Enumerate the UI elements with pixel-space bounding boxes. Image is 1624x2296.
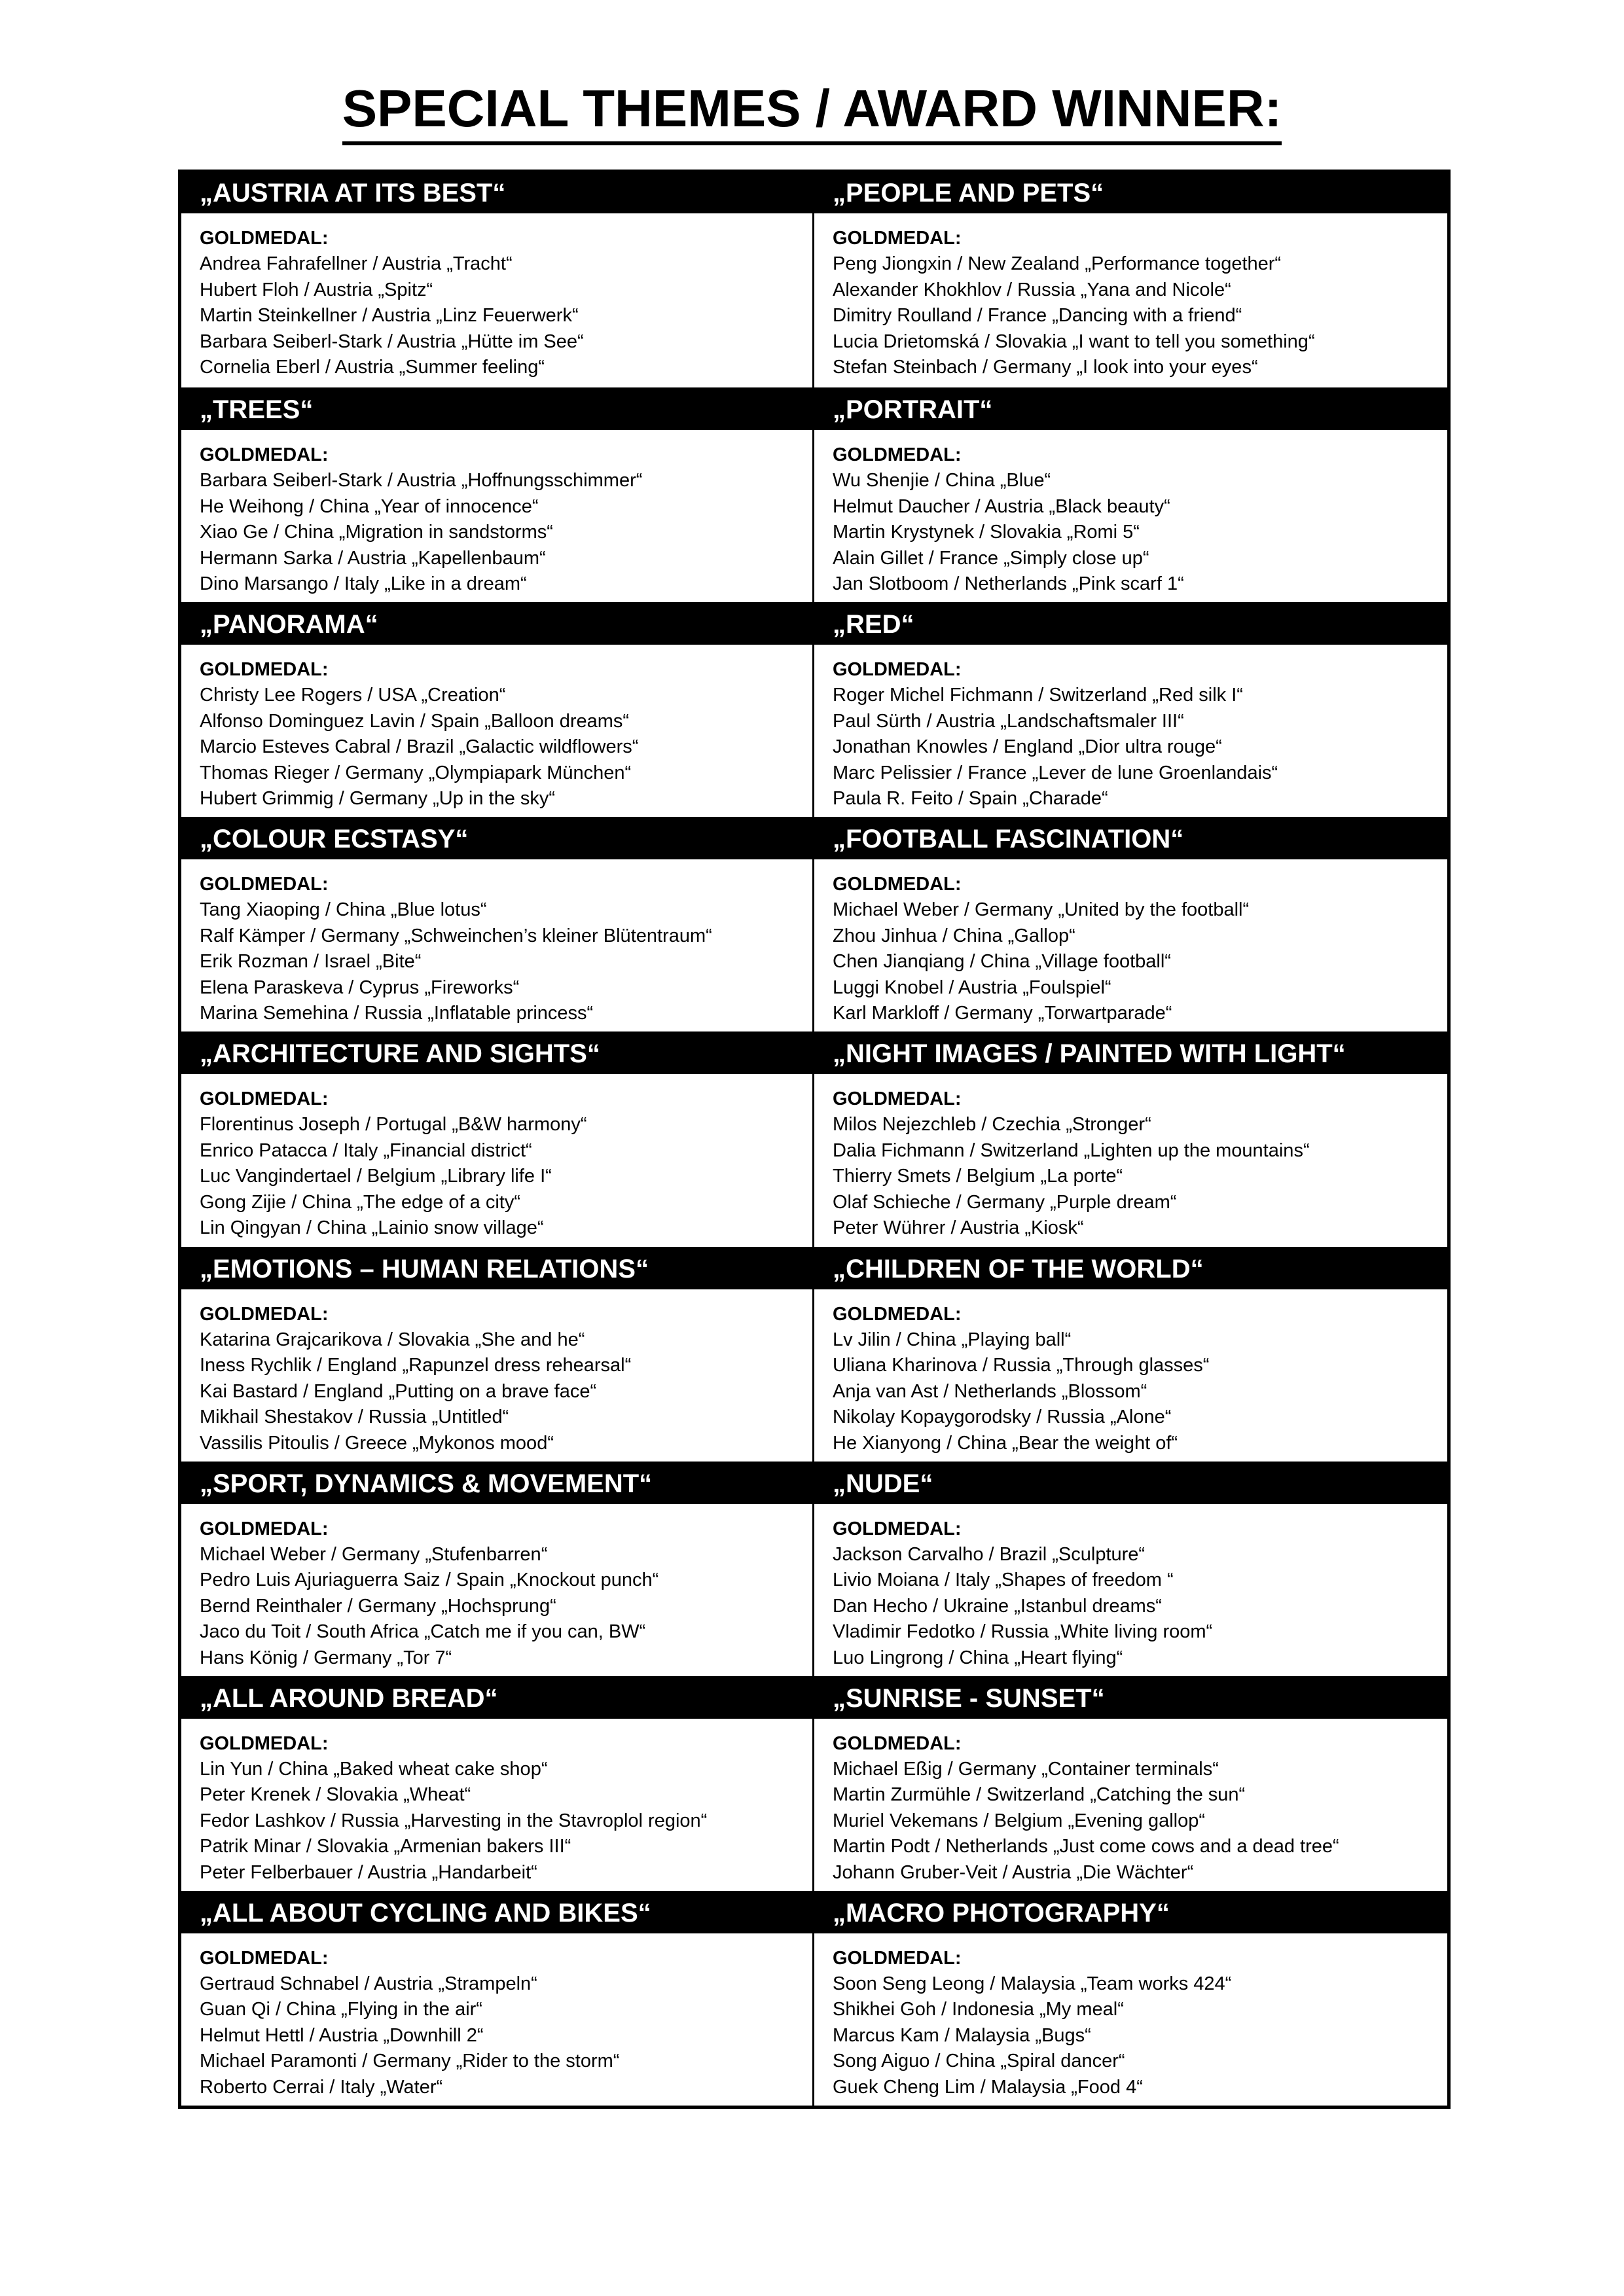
winner-entry: Martin Steinkellner / Austria „Linz Feuerwerk“ bbox=[200, 305, 579, 326]
winner-entry: Thierry Smets / Belgium „La porte“ bbox=[833, 1166, 1123, 1187]
winner-entry: Livio Moiana / Italy „Shapes of freedom “ bbox=[833, 1570, 1174, 1591]
winner-entry: Olaf Schieche / Germany „Purple dream“ bbox=[833, 1191, 1177, 1213]
winner-entry: Lv Jilin / China „Playing ball“ bbox=[833, 1329, 1072, 1350]
theme-cell bbox=[181, 1891, 814, 2106]
theme-body bbox=[814, 1504, 1447, 1672]
theme-body bbox=[814, 1933, 1447, 2101]
winner-entry: Paula R. Feito / Spain „Charade“ bbox=[833, 788, 1108, 810]
winner-entry: Marcus Kam / Malaysia „Bugs“ bbox=[833, 2024, 1091, 2046]
winner-entry: Jackson Carvalho / Brazil „Sculpture“ bbox=[833, 1543, 1146, 1565]
theme-body bbox=[181, 1933, 812, 2101]
winner-entry: Nikolay Kopaygorodsky / Russia „Alone“ bbox=[833, 1407, 1172, 1428]
winner-entry: Hans König / Germany „Tor 7“ bbox=[200, 1647, 452, 1668]
winner-list bbox=[833, 1327, 1447, 1457]
theme-title: „AUSTRIA AT ITS BEST“ bbox=[181, 173, 812, 213]
winner-entry: Kai Bastard / England „Putting on a brave face“ bbox=[200, 1380, 597, 1402]
winner-entry: Hubert Grimmig / Germany „Up in the sky“ bbox=[200, 788, 556, 810]
winner-entry: Michael Weber / Germany „Stufenbarren“ bbox=[200, 1543, 548, 1565]
winner-entry: Martin Krystynek / Slovakia „Romi 5“ bbox=[833, 522, 1140, 543]
theme-cell bbox=[814, 1676, 1447, 1891]
medal-label: GOLDMEDAL: bbox=[200, 444, 329, 466]
winner-entry: Uliana Kharinova / Russia „Through glasses“ bbox=[833, 1355, 1210, 1376]
winner-entry: Helmut Hettl / Austria „Downhill 2“ bbox=[200, 2024, 484, 2046]
medal-label: GOLDMEDAL: bbox=[200, 1947, 329, 1969]
theme-cell bbox=[181, 1031, 814, 1246]
winner-entry: Soon Seng Leong / Malaysia „Team works 424“ bbox=[833, 1973, 1232, 1994]
medal-label: GOLDMEDAL: bbox=[200, 1088, 329, 1110]
winner-list bbox=[200, 1542, 812, 1672]
theme-title: „NUDE“ bbox=[814, 1463, 1447, 1504]
theme-body bbox=[814, 430, 1447, 598]
theme-body bbox=[814, 859, 1447, 1027]
theme-cell bbox=[814, 1031, 1447, 1246]
winner-entry: Barbara Seiberl-Stark / Austria „Hütte im See“ bbox=[200, 331, 584, 352]
winner-list bbox=[200, 251, 812, 381]
winner-entry: Gertraud Schnabel / Austria „Strampeln“ bbox=[200, 1973, 537, 1994]
theme-cell bbox=[181, 817, 814, 1031]
winner-entry: Enrico Patacca / Italy „Financial district“ bbox=[200, 1139, 532, 1161]
theme-title: „FOOTBALL FASCINATION“ bbox=[814, 819, 1447, 859]
winner-entry: Anja van Ast / Netherlands „Blossom“ bbox=[833, 1380, 1147, 1402]
winner-entry: Dino Marsango / Italy „Like in a dream“ bbox=[200, 573, 527, 595]
winner-entry: Alfonso Dominguez Lavin / Spain „Balloon dreams“ bbox=[200, 710, 630, 732]
winner-list bbox=[200, 1971, 812, 2101]
winner-entry: Michael Paramonti / Germany „Rider to the storm“ bbox=[200, 2051, 620, 2072]
winner-entry: Song Aiguo / China „Spiral dancer“ bbox=[833, 2051, 1125, 2072]
winner-entry: Dan Hecho / Ukraine „Istanbul dreams“ bbox=[833, 1595, 1162, 1617]
winner-entry: Thomas Rieger / Germany „Olympiapark München“ bbox=[200, 762, 632, 783]
winner-entry: Elena Paraskeva / Cyprus „Fireworks“ bbox=[200, 977, 520, 998]
winner-list bbox=[833, 468, 1447, 598]
medal-label: GOLDMEDAL: bbox=[200, 1732, 329, 1754]
winner-entry: Hermann Sarka / Austria „Kapellenbaum“ bbox=[200, 547, 546, 569]
medal-label: GOLDMEDAL: bbox=[833, 228, 962, 249]
winner-list bbox=[833, 1971, 1447, 2101]
theme-body bbox=[814, 1289, 1447, 1457]
medal-label: GOLDMEDAL: bbox=[200, 1518, 329, 1539]
theme-cell bbox=[814, 1462, 1447, 1676]
winner-entry: Fedor Lashkov / Russia „Harvesting in the Stavroplol region“ bbox=[200, 1810, 708, 1831]
medal-label: GOLDMEDAL: bbox=[833, 1518, 962, 1539]
winner-entry: Dalia Fichmann / Switzerland „Lighten up the mountains“ bbox=[833, 1139, 1310, 1161]
winner-list bbox=[200, 468, 812, 598]
theme-cell bbox=[181, 1462, 814, 1676]
winner-entry: Shikhei Goh / Indonesia „My meal“ bbox=[833, 1999, 1124, 2020]
winner-entry: Guek Cheng Lim / Malaysia „Food 4“ bbox=[833, 2076, 1143, 2098]
winner-list bbox=[200, 1327, 812, 1457]
winner-entry: Helmut Daucher / Austria „Black beauty“ bbox=[833, 495, 1170, 517]
winner-list bbox=[833, 251, 1447, 381]
winner-entry: Alain Gillet / France „Simply close up“ bbox=[833, 547, 1149, 569]
winner-entry: Wu Shenjie / China „Blue“ bbox=[833, 470, 1051, 492]
winner-entry: Zhou Jinhua / China „Gallop“ bbox=[833, 925, 1075, 946]
winner-entry: Johann Gruber-Veit / Austria „Die Wächter“ bbox=[833, 1861, 1194, 1883]
winner-entry: Michael Weber / Germany „United by the football“ bbox=[833, 899, 1250, 921]
winner-entry: Xiao Ge / China „Migration in sandstorms“ bbox=[200, 522, 553, 543]
winner-entry: Vassilis Pitoulis / Greece „Mykonos mood“ bbox=[200, 1432, 554, 1454]
winner-entry: Michael Eßig / Germany „Container terminals“ bbox=[833, 1758, 1219, 1780]
medal-label: GOLDMEDAL: bbox=[833, 1947, 962, 1969]
winner-entry: Peter Krenek / Slovakia „Wheat“ bbox=[200, 1784, 471, 1806]
winner-entry: Chen Jianqiang / China „Village football“ bbox=[833, 951, 1171, 973]
winner-entry: Bernd Reinthaler / Germany „Hochsprung“ bbox=[200, 1595, 556, 1617]
winner-entry: Jan Slotboom / Netherlands „Pink scarf 1“ bbox=[833, 573, 1184, 595]
winner-entry: Vladimir Fedotko / Russia „White living room“ bbox=[833, 1621, 1213, 1643]
winner-list bbox=[200, 897, 812, 1027]
theme-body bbox=[814, 1719, 1447, 1886]
winner-entry: Katarina Grajcarikova / Slovakia „She and he“ bbox=[200, 1329, 585, 1350]
winner-entry: Luo Lingrong / China „Heart flying“ bbox=[833, 1647, 1123, 1668]
theme-body bbox=[181, 859, 812, 1027]
medal-label: GOLDMEDAL: bbox=[200, 228, 329, 249]
winner-entry: Patrik Minar / Slovakia „Armenian bakers III“ bbox=[200, 1836, 571, 1857]
page-title bbox=[0, 77, 1624, 145]
winner-entry: Stefan Steinbach / Germany „I look into your eyes“ bbox=[833, 357, 1258, 378]
winner-entry: Peter Wührer / Austria „Kiosk“ bbox=[833, 1217, 1084, 1239]
theme-title: „ARCHITECTURE AND SIGHTS“ bbox=[181, 1033, 812, 1074]
winner-entry: Cornelia Eberl / Austria „Summer feeling“ bbox=[200, 357, 545, 378]
theme-body bbox=[181, 213, 812, 381]
medal-label: GOLDMEDAL: bbox=[833, 874, 962, 895]
winner-entry: Martin Podt / Netherlands „Just come cows and a dead tree“ bbox=[833, 1836, 1339, 1857]
theme-cell bbox=[181, 173, 814, 387]
theme-cell bbox=[181, 387, 814, 602]
winner-entry: He Xianyong / China „Bear the weight of“ bbox=[833, 1432, 1178, 1454]
winner-entry: He Weihong / China „Year of innocence“ bbox=[200, 495, 539, 517]
theme-cell bbox=[181, 602, 814, 817]
winner-entry: Tang Xiaoping / China „Blue lotus“ bbox=[200, 899, 487, 921]
theme-cell bbox=[814, 387, 1447, 602]
theme-title: „PORTRAIT“ bbox=[814, 389, 1447, 430]
award-table bbox=[178, 170, 1451, 2109]
medal-label: GOLDMEDAL: bbox=[200, 874, 329, 895]
theme-body bbox=[814, 213, 1447, 381]
winner-list bbox=[833, 897, 1447, 1027]
winner-list bbox=[200, 683, 812, 812]
theme-body bbox=[814, 645, 1447, 812]
theme-title: „CHILDREN OF THE WORLD“ bbox=[814, 1249, 1447, 1289]
theme-title: „SUNRISE - SUNSET“ bbox=[814, 1678, 1447, 1719]
winner-entry: Jonathan Knowles / England „Dior ultra rouge“ bbox=[833, 736, 1222, 758]
theme-body bbox=[181, 1719, 812, 1886]
winner-entry: Peter Felberbauer / Austria „Handarbeit“ bbox=[200, 1861, 537, 1883]
winner-entry: Florentinus Joseph / Portugal „B&W harmony“ bbox=[200, 1114, 587, 1136]
theme-title: „MACRO PHOTOGRAPHY“ bbox=[814, 1893, 1447, 1933]
winner-entry: Martin Zurmühle / Switzerland „Catching the sun“ bbox=[833, 1784, 1246, 1806]
winner-entry: Andrea Fahrafellner / Austria „Tracht“ bbox=[200, 253, 513, 274]
theme-title: „PEOPLE AND PETS“ bbox=[814, 173, 1447, 213]
medal-label: GOLDMEDAL: bbox=[833, 1088, 962, 1110]
theme-title: „TREES“ bbox=[181, 389, 812, 430]
theme-body bbox=[181, 1504, 812, 1672]
theme-cell bbox=[814, 817, 1447, 1031]
theme-title: „ALL AROUND BREAD“ bbox=[181, 1678, 812, 1719]
winner-entry: Iness Rychlik / England „Rapunzel dress rehearsal“ bbox=[200, 1355, 632, 1376]
page-title-text: SPECIAL THEMES / AWARD WINNER: bbox=[342, 77, 1282, 145]
winner-entry: Peng Jiongxin / New Zealand „Performance together“ bbox=[833, 253, 1282, 274]
theme-cell bbox=[814, 1247, 1447, 1462]
winner-entry: Roger Michel Fichmann / Switzerland „Red silk I“ bbox=[833, 685, 1243, 706]
theme-cell bbox=[814, 602, 1447, 817]
winner-entry: Lin Qingyan / China „Lainio snow village“ bbox=[200, 1217, 544, 1239]
winner-entry: Ralf Kämper / Germany „Schweinchen’s kleiner Blütentraum“ bbox=[200, 925, 712, 946]
medal-label: GOLDMEDAL: bbox=[833, 659, 962, 681]
theme-body bbox=[181, 1289, 812, 1457]
medal-label: GOLDMEDAL: bbox=[833, 1732, 962, 1754]
theme-title: „NIGHT IMAGES / PAINTED WITH LIGHT“ bbox=[814, 1033, 1447, 1074]
winner-entry: Mikhail Shestakov / Russia „Untitled“ bbox=[200, 1407, 509, 1428]
winner-entry: Muriel Vekemans / Belgium „Evening gallop“ bbox=[833, 1810, 1205, 1831]
winner-entry: Karl Markloff / Germany „Torwartparade“ bbox=[833, 1003, 1172, 1024]
winner-list bbox=[200, 1112, 812, 1242]
winner-entry: Erik Rozman / Israel „Bite“ bbox=[200, 951, 422, 973]
winner-list bbox=[833, 1757, 1447, 1886]
theme-cell bbox=[814, 1891, 1447, 2106]
theme-body bbox=[814, 1074, 1447, 1242]
winner-list bbox=[833, 1112, 1447, 1242]
theme-title: „PANORAMA“ bbox=[181, 604, 812, 645]
winner-entry: Marina Semehina / Russia „Inflatable princess“ bbox=[200, 1003, 594, 1024]
winner-entry: Lucia Drietomská / Slovakia „I want to tell you something“ bbox=[833, 331, 1315, 352]
theme-title: „COLOUR ECSTASY“ bbox=[181, 819, 812, 859]
winner-list bbox=[833, 683, 1447, 812]
winner-entry: Jaco du Toit / South Africa „Catch me if you can, BW“ bbox=[200, 1621, 646, 1643]
winner-entry: Hubert Floh / Austria „Spitz“ bbox=[200, 279, 433, 300]
winner-entry: Dimitry Roulland / France „Dancing with a friend“ bbox=[833, 305, 1242, 326]
winner-entry: Marcio Esteves Cabral / Brazil „Galactic wildflowers“ bbox=[200, 736, 639, 758]
medal-label: GOLDMEDAL: bbox=[833, 1303, 962, 1325]
theme-title: „RED“ bbox=[814, 604, 1447, 645]
winner-list bbox=[833, 1542, 1447, 1672]
winner-entry: Lin Yun / China „Baked wheat cake shop“ bbox=[200, 1758, 548, 1780]
winner-entry: Luc Vangindertael / Belgium „Library life I“ bbox=[200, 1166, 552, 1187]
theme-cell bbox=[181, 1247, 814, 1462]
theme-body bbox=[181, 430, 812, 598]
winner-entry: Paul Sürth / Austria „Landschaftsmaler III“ bbox=[833, 710, 1184, 732]
winner-entry: Pedro Luis Ajuriaguerra Saiz / Spain „Knockout punch“ bbox=[200, 1570, 659, 1591]
theme-body bbox=[181, 645, 812, 812]
theme-title: „SPORT, DYNAMICS & MOVEMENT“ bbox=[181, 1463, 812, 1504]
winner-list bbox=[200, 1757, 812, 1886]
medal-label: GOLDMEDAL: bbox=[833, 444, 962, 466]
medal-label: GOLDMEDAL: bbox=[200, 659, 329, 681]
winner-entry: Roberto Cerrai / Italy „Water“ bbox=[200, 2076, 443, 2098]
theme-title: „EMOTIONS – HUMAN RELATIONS“ bbox=[181, 1249, 812, 1289]
theme-cell bbox=[814, 173, 1447, 387]
medal-label: GOLDMEDAL: bbox=[200, 1303, 329, 1325]
theme-body bbox=[181, 1074, 812, 1242]
theme-title: „ALL ABOUT CYCLING AND BIKES“ bbox=[181, 1893, 812, 1933]
winner-entry: Marc Pelissier / France „Lever de lune Groenlandais“ bbox=[833, 762, 1278, 783]
winner-entry: Gong Zijie / China „The edge of a city“ bbox=[200, 1191, 521, 1213]
winner-entry: Barbara Seiberl-Stark / Austria „Hoffnungsschimmer“ bbox=[200, 470, 643, 492]
winner-entry: Luggi Knobel / Austria „Foulspiel“ bbox=[833, 977, 1111, 998]
winner-entry: Alexander Khokhlov / Russia „Yana and Nicole“ bbox=[833, 279, 1231, 300]
winner-entry: Guan Qi / China „Flying in the air“ bbox=[200, 1999, 482, 2020]
winner-entry: Milos Nejezchleb / Czechia „Stronger“ bbox=[833, 1114, 1151, 1136]
winner-entry: Christy Lee Rogers / USA „Creation“ bbox=[200, 685, 506, 706]
theme-cell bbox=[181, 1676, 814, 1891]
